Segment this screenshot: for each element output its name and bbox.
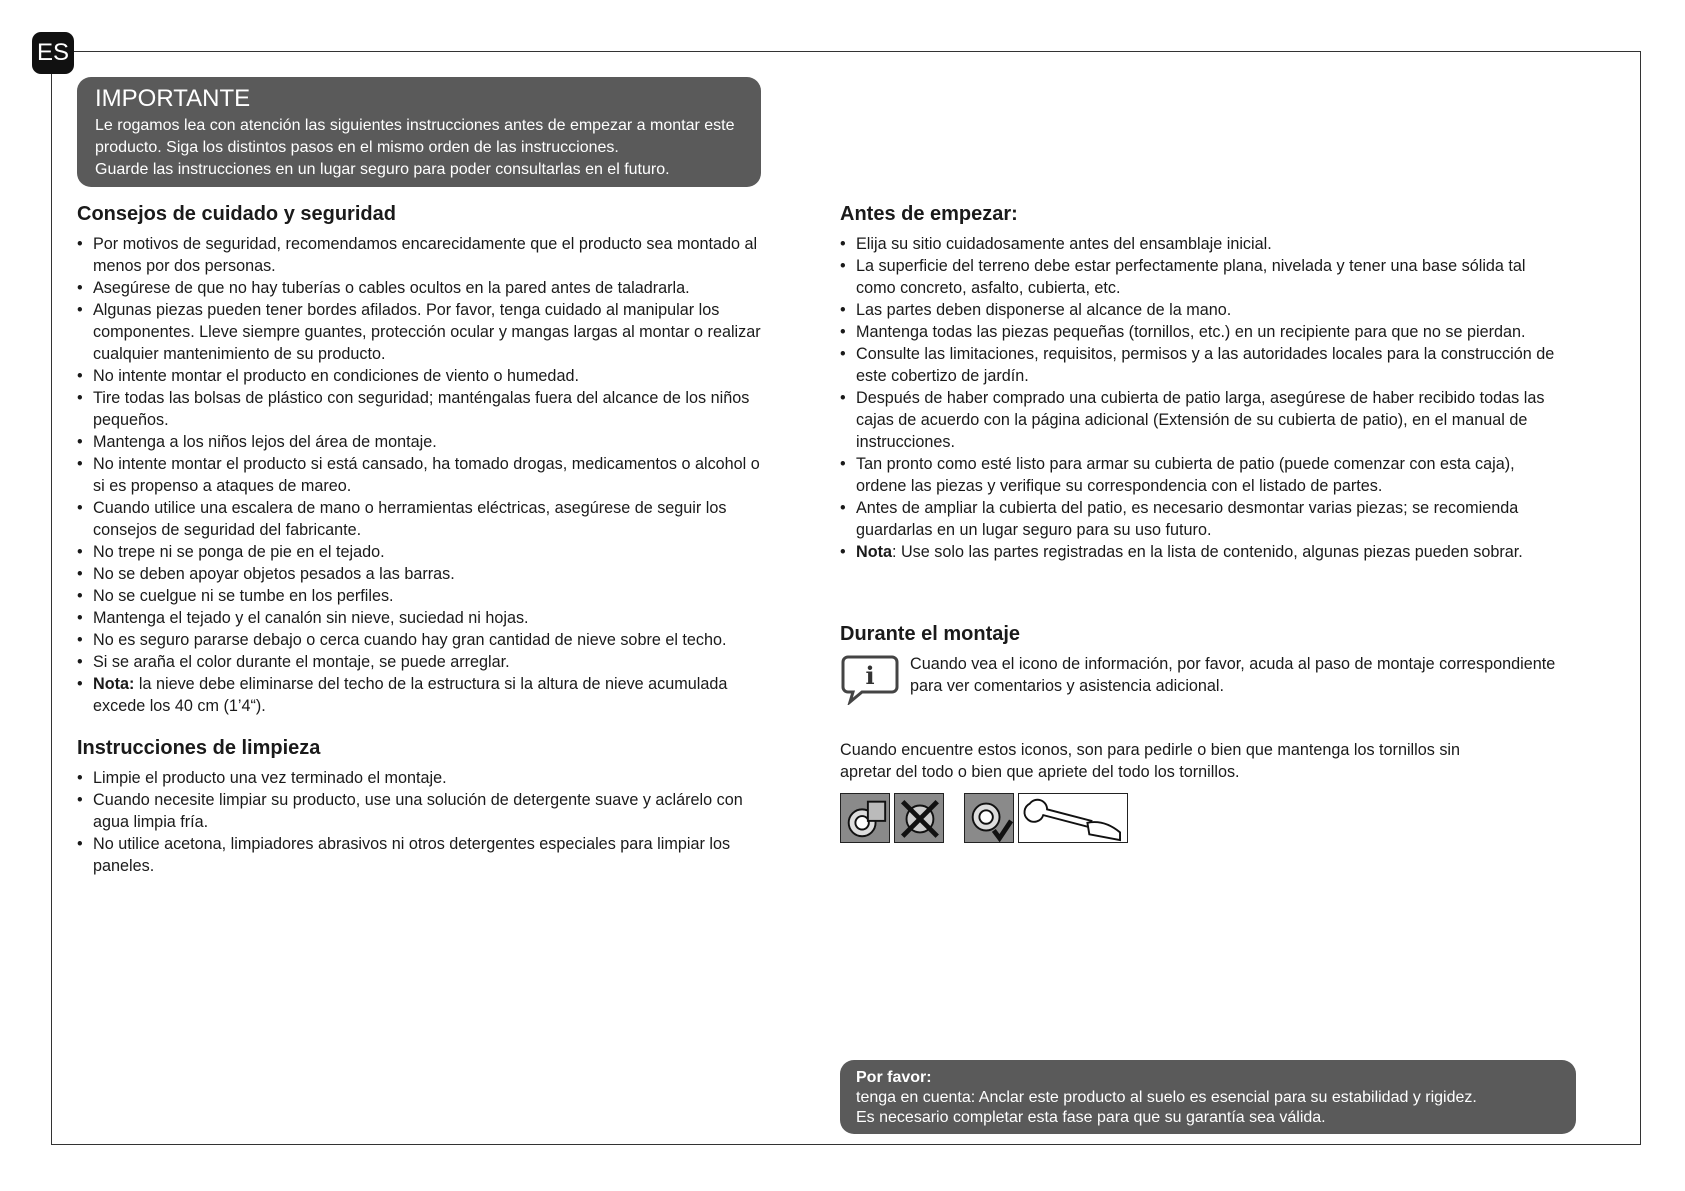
list-item: • La superficie del terreno debe estar perfectamente plana, nivelada y tener una base sólida tal como concreto, asfalto, cubierta, etc. [840,255,1560,299]
list-item: • No intente montar el producto en condiciones de viento o humedad. [77,365,767,387]
list-item: • Después de haber comprado una cubierta de patio larga, asegúrese de haber recibido todas las cajas de acuerdo con la página adicional (Extensión de su cubierta de patio), en el manual de instrucciones. [840,387,1560,453]
note-text: la nieve debe eliminarse del techo de la estructura si la altura de nieve acumulada excede los 40 cm (1’4“). [93,675,728,715]
list-item: • Tan pronto como esté listo para armar su cubierta de patio (puede comenzar con esta caja), ordene las piezas y verifique su correspondencia con el listado de partes. [840,453,1560,497]
note-label: Nota: [93,675,135,693]
before-title: Antes de empezar: [840,203,1018,225]
left-column [77,201,767,877]
info-row [840,653,1560,705]
list-item: • Cuando utilice una escalera de mano o herramientas eléctricas, asegúrese de seguir los consejos de seguridad del fabricante. [77,497,767,541]
important-line: Guarde las instrucciones en un lugar seguro para poder consultarlas en el futuro. [95,161,670,178]
please-line: Es necesario completar esta fase para que su garantía sea válida. [856,1109,1326,1126]
info-text: Cuando vea el icono de información, por favor, acuda al paso de montaje correspondiente para ver comentarios y asistencia adicional. [910,655,1556,695]
list-item: • Algunas piezas pueden tener bordes afilados. Por favor, tenga cuidado al manipular los componentes. Lleve siempre guantes, protección ocular y mangas largas al montar o realizar cualquier mantenimiento de su producto. [77,299,767,365]
list-item: • No trepe ni se ponga de pie en el tejado. [77,541,767,563]
note-text: : Use solo las partes registradas en la lista de contenido, algunas piezas pueden sobrar. [891,543,1523,561]
important-line: producto. Siga los distintos pasos en el mismo orden de las instrucciones. [95,139,619,156]
info-icon [840,653,900,705]
list-item: • Consulte las limitaciones, requisitos, permisos y a las autoridades locales para la construcción de este cobertizo de jardín. [840,343,1560,387]
list-item: • Por motivos de seguridad, recomendamos encarecidamente que el producto sea montado al menos por dos personas. [77,233,767,277]
before-note [840,541,1560,563]
list-item: • Mantenga a los niños lejos del área de montaje. [77,431,767,453]
list-item: • Asegúrese de que no hay tuberías o cables ocultos en la pared antes de taladrarla. [77,277,767,299]
during-title: Durante el montaje [840,623,1021,645]
cleaning-title: Instrucciones de limpieza [77,737,321,759]
screw-icons [840,793,1560,843]
care-list [77,233,767,717]
list-item: • Si se araña el color durante el montaje, se puede arreglar. [77,651,767,673]
please-line: tenga en cuenta: Anclar este producto al suelo es esencial para su estabilidad y rigidez. [856,1089,1477,1106]
tight-screw-icon [964,793,1014,843]
list-item: • No utilice acetona, limpiadores abrasivos ni otros detergentes especiales para limpiar los paneles. [77,833,767,877]
list-item: • No intente montar el producto si está cansado, ha tomado drogas, medicamentos o alcohol o si es propenso a ataques de mareo. [77,453,767,497]
list-item: • No se deben apoyar objetos pesados a las barras. [77,563,767,585]
cleaning-list [77,767,767,877]
list-item: • Las partes deben disponerse al alcance de la mano. [840,299,1560,321]
list-item: • Mantenga todas las piezas pequeñas (tornillos, etc.) en un recipiente para que no se pierdan. [840,321,1560,343]
list-item: • No se cuelgue ni se tumbe en los perfiles. [77,585,767,607]
no-tighten-screw-icon [894,793,944,843]
note-label: Nota [856,543,892,561]
care-title: Consejos de cuidado y seguridad [77,203,396,225]
list-item: • Tire todas las bolsas de plástico con seguridad; manténgalas fuera del alcance de los niños pequeños. [77,387,767,431]
language-badge: ES [32,32,74,74]
please-title: Por favor: [856,1069,932,1086]
care-note [77,673,767,717]
screws-text: Cuando encuentre estos iconos, son para pedirle o bien que mantenga los tornillos sin apretar del todo o bien que apriete del todo los tornillos. [840,741,1461,781]
right-column [840,201,1560,843]
important-box [77,77,761,187]
list-item: • Mantenga el tejado y el canalón sin nieve, suciedad ni hojas. [77,607,767,629]
please-box [840,1060,1576,1134]
list-item: • No es seguro pararse debajo o cerca cuando hay gran cantidad de nieve sobre el techo. [77,629,767,651]
before-list [840,233,1560,563]
list-item: • Elija su sitio cuidadosamente antes del ensamblaje inicial. [840,233,1560,255]
loose-screw-icon [840,793,890,843]
list-item: • Limpie el producto una vez terminado el montaje. [77,767,767,789]
list-item: • Antes de ampliar la cubierta del patio, es necesario desmontar varias piezas; se recomienda guardarlas en un lugar seguro para su uso futuro. [840,497,1560,541]
wrench-hand-icon [1018,793,1128,843]
info-icon-letter: i [865,661,875,690]
important-line: Le rogamos lea con atención las siguientes instrucciones antes de empezar a montar este [95,117,735,134]
list-item: • Cuando necesite limpiar su producto, use una solución de detergente suave y aclárelo con agua limpia fría. [77,789,767,833]
important-title: IMPORTANTE [95,85,251,112]
